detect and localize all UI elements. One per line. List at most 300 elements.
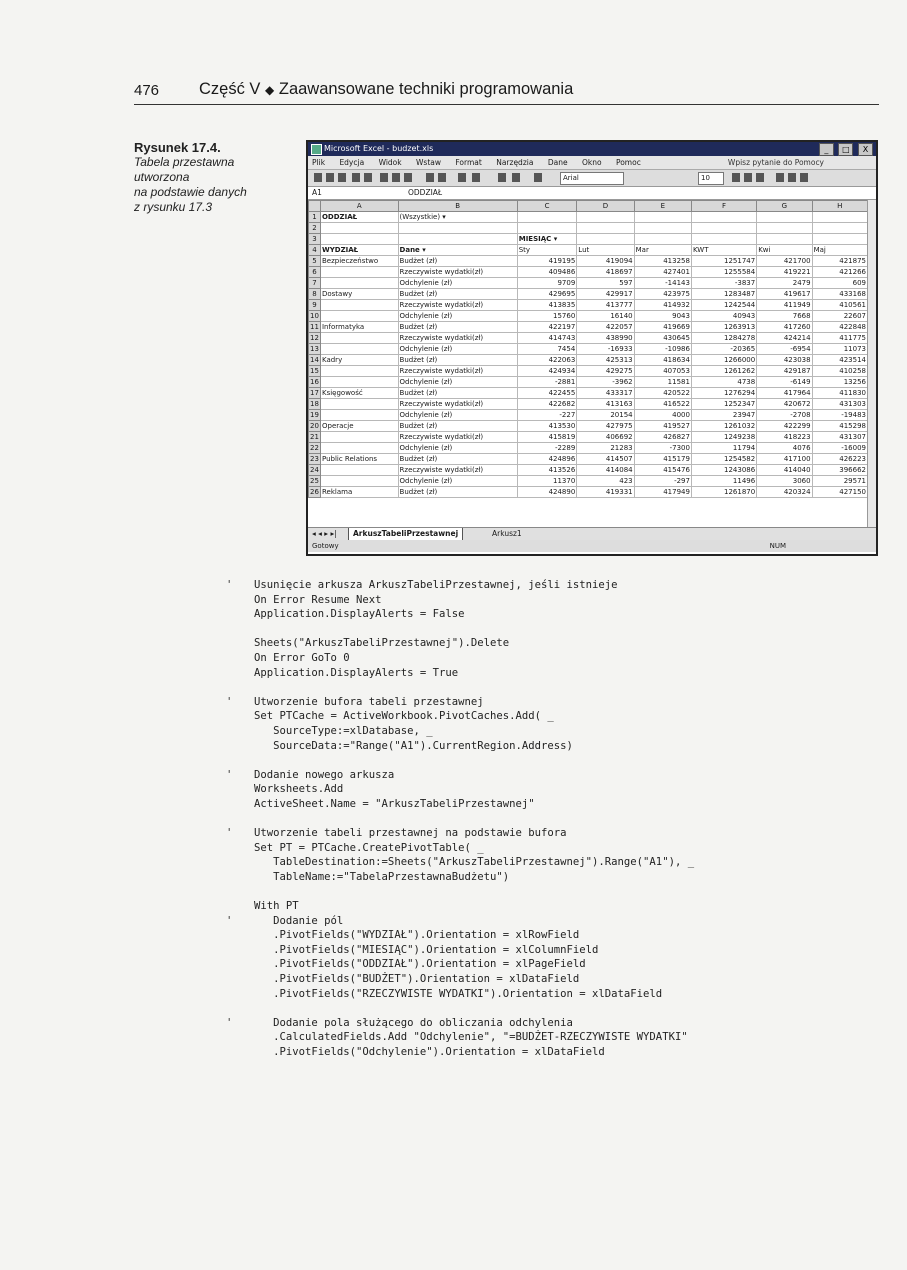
cell[interactable] xyxy=(320,300,398,311)
column-header[interactable]: B xyxy=(398,201,517,212)
cell[interactable]: 419221 xyxy=(757,267,812,278)
tab-sheet1[interactable]: Arkusz1 xyxy=(492,529,522,538)
code-text: Worksheets.Add xyxy=(254,783,344,796)
cell[interactable] xyxy=(320,234,398,245)
menu-tools[interactable]: Narzędzia xyxy=(496,158,534,167)
cell[interactable] xyxy=(757,234,812,245)
cell[interactable]: 413777 xyxy=(577,300,634,311)
column-header[interactable]: E xyxy=(634,201,691,212)
cell[interactable]: -16933 xyxy=(577,344,634,355)
cell[interactable]: Budżet (zł) xyxy=(398,454,517,465)
close-icon[interactable]: X xyxy=(858,143,873,156)
cell[interactable]: 40943 xyxy=(691,311,756,322)
cell[interactable]: Kadry xyxy=(320,355,398,366)
cell[interactable]: 429187 xyxy=(757,366,812,377)
cell[interactable]: 420324 xyxy=(757,487,812,498)
cell[interactable]: Dostawy xyxy=(320,289,398,300)
cell[interactable]: 429275 xyxy=(577,366,634,377)
row-number[interactable]: 24 xyxy=(310,465,319,474)
cell[interactable]: -2708 xyxy=(757,410,812,421)
cell[interactable]: Odchylenie (zł) xyxy=(398,443,517,454)
cell[interactable]: 415298 xyxy=(812,421,867,432)
cell[interactable]: Budżet (zł) xyxy=(398,289,517,300)
cell[interactable]: 429695 xyxy=(517,289,577,300)
cell[interactable] xyxy=(577,223,634,234)
cell[interactable]: -10986 xyxy=(634,344,691,355)
row-number[interactable]: 13 xyxy=(310,344,319,353)
row-number[interactable]: 2 xyxy=(309,223,321,234)
cell[interactable]: 411830 xyxy=(812,388,867,399)
cell[interactable]: 421875 xyxy=(812,256,867,267)
cell[interactable] xyxy=(320,377,398,388)
cell[interactable]: 23947 xyxy=(691,410,756,421)
row-number[interactable]: 8 xyxy=(309,289,321,300)
cell[interactable]: 1255584 xyxy=(691,267,756,278)
menu-file[interactable]: Plik xyxy=(312,158,326,167)
row-number[interactable]: 16 xyxy=(310,377,319,386)
cell[interactable]: 433317 xyxy=(577,388,634,399)
row-number[interactable]: 22 xyxy=(310,443,319,452)
cell[interactable]: 422455 xyxy=(517,388,577,399)
row-number[interactable]: 25 xyxy=(310,476,319,485)
cell[interactable]: 1249238 xyxy=(691,432,756,443)
cell[interactable]: 413258 xyxy=(634,256,691,267)
cell[interactable]: Mar xyxy=(634,245,691,256)
cell[interactable]: Rzeczywiste wydatki(zł) xyxy=(398,300,517,311)
column-header[interactable]: G xyxy=(757,201,812,212)
menu-format[interactable]: Format xyxy=(455,158,482,167)
print-icon[interactable] xyxy=(352,173,360,182)
cell[interactable] xyxy=(691,234,756,245)
cell[interactable]: 4738 xyxy=(691,377,756,388)
cell[interactable]: 419527 xyxy=(634,421,691,432)
row-number[interactable]: 15 xyxy=(310,366,319,375)
cell[interactable] xyxy=(320,366,398,377)
cell[interactable]: 413530 xyxy=(517,421,577,432)
menu-data[interactable]: Dane xyxy=(547,158,568,167)
cell[interactable]: 414040 xyxy=(757,465,812,476)
cell[interactable]: 438990 xyxy=(577,333,634,344)
undo-icon[interactable] xyxy=(426,173,434,182)
cell[interactable]: (Wszystkie) ▾ xyxy=(398,212,517,223)
sort-icon[interactable] xyxy=(472,173,480,182)
vertical-scrollbar[interactable] xyxy=(867,200,876,527)
cell[interactable]: 426827 xyxy=(634,432,691,443)
drawing-icon[interactable] xyxy=(512,173,520,182)
cell[interactable]: Odchylenie (zł) xyxy=(398,344,517,355)
row-number[interactable]: 18 xyxy=(310,399,319,408)
cell[interactable] xyxy=(634,212,691,223)
cell[interactable]: -3962 xyxy=(577,377,634,388)
row-number[interactable]: 26 xyxy=(310,487,319,496)
cell[interactable]: Rzeczywiste wydatki(zł) xyxy=(398,399,517,410)
menu-insert[interactable]: Wstaw xyxy=(416,158,441,167)
cell[interactable]: 424214 xyxy=(757,333,812,344)
cell[interactable]: -20365 xyxy=(691,344,756,355)
cell[interactable]: 422299 xyxy=(757,421,812,432)
table-row xyxy=(309,278,868,289)
cut-icon[interactable] xyxy=(380,173,388,182)
worksheet-grid[interactable] xyxy=(308,200,868,527)
cell[interactable]: Lut xyxy=(577,245,634,256)
cell[interactable] xyxy=(577,212,634,223)
cell[interactable] xyxy=(320,443,398,454)
cell[interactable]: Odchylenie (zł) xyxy=(398,410,517,421)
cell[interactable]: Budżet (zł) xyxy=(398,256,517,267)
cell[interactable]: 11581 xyxy=(634,377,691,388)
table-row xyxy=(309,443,868,454)
row-number[interactable]: 14 xyxy=(310,355,319,364)
row-number[interactable]: 7 xyxy=(309,278,321,289)
cell[interactable]: 418223 xyxy=(757,432,812,443)
cell[interactable] xyxy=(812,223,867,234)
cell[interactable]: 410258 xyxy=(812,366,867,377)
chart-icon[interactable] xyxy=(498,173,506,182)
table-row xyxy=(309,465,868,476)
cell[interactable]: 419617 xyxy=(757,289,812,300)
cell[interactable]: 416522 xyxy=(634,399,691,410)
code-text: Set PTCache = ActiveWorkbook.PivotCaches.Add( _ xyxy=(254,710,554,723)
cell[interactable]: 418634 xyxy=(634,355,691,366)
column-header[interactable]: C xyxy=(517,201,577,212)
cell[interactable]: Rzeczywiste wydatki(zł) xyxy=(398,465,517,476)
cell[interactable]: 424890 xyxy=(517,487,577,498)
cell[interactable]: 13256 xyxy=(812,377,867,388)
cell[interactable]: 409486 xyxy=(517,267,577,278)
cell[interactable]: Budżet (zł) xyxy=(398,487,517,498)
cell[interactable]: 29571 xyxy=(812,476,867,487)
cell[interactable]: Kwi xyxy=(757,245,812,256)
cell[interactable]: 411949 xyxy=(757,300,812,311)
row-number[interactable]: 10 xyxy=(310,311,319,320)
row-number[interactable]: 20 xyxy=(310,421,319,430)
code-text: TableName:="TabelaPrzestawnaBudżetu") xyxy=(254,870,510,883)
row-number[interactable]: 4 xyxy=(309,245,321,256)
cell[interactable]: 1261262 xyxy=(691,366,756,377)
cell[interactable]: 415476 xyxy=(634,465,691,476)
cell[interactable]: 419331 xyxy=(577,487,634,498)
cell[interactable]: 422682 xyxy=(517,399,577,410)
cell[interactable]: -6954 xyxy=(757,344,812,355)
cell[interactable] xyxy=(517,223,577,234)
cell[interactable]: 22607 xyxy=(812,311,867,322)
cell[interactable]: 20154 xyxy=(577,410,634,421)
cell[interactable]: 1251747 xyxy=(691,256,756,267)
cell[interactable]: 410561 xyxy=(812,300,867,311)
help-question-box[interactable]: Wpisz pytanie do Pomocy xyxy=(727,158,824,167)
row-number[interactable]: 6 xyxy=(309,267,321,278)
cell[interactable]: -7300 xyxy=(634,443,691,454)
cell[interactable]: 427150 xyxy=(812,487,867,498)
cell[interactable]: 609 xyxy=(812,278,867,289)
cell[interactable]: Budżet (zł) xyxy=(398,421,517,432)
select-all-corner[interactable] xyxy=(309,201,321,212)
page-header xyxy=(134,78,879,105)
cell[interactable]: 414743 xyxy=(517,333,577,344)
cell[interactable]: -227 xyxy=(517,410,577,421)
cell[interactable] xyxy=(320,410,398,421)
cell[interactable]: Odchylenie (zł) xyxy=(398,377,517,388)
row-number[interactable]: 19 xyxy=(310,410,319,419)
cell[interactable]: Odchylenie (zł) xyxy=(398,476,517,487)
cell[interactable]: -3837 xyxy=(691,278,756,289)
cell[interactable]: 421266 xyxy=(812,267,867,278)
cell[interactable]: 430645 xyxy=(634,333,691,344)
new-icon[interactable] xyxy=(314,173,322,182)
row-number[interactable]: 21 xyxy=(310,432,319,441)
cell[interactable]: 1242544 xyxy=(691,300,756,311)
font-select[interactable]: Arial xyxy=(560,172,624,185)
cell[interactable]: Budżet (zł) xyxy=(398,322,517,333)
name-box[interactable]: A1 xyxy=(312,188,322,197)
cell[interactable]: 11496 xyxy=(691,476,756,487)
cell[interactable]: 431307 xyxy=(812,432,867,443)
cell[interactable] xyxy=(398,234,517,245)
underline-icon[interactable] xyxy=(756,173,764,182)
cell[interactable]: 415179 xyxy=(634,454,691,465)
cell[interactable]: 1261870 xyxy=(691,487,756,498)
cell[interactable]: 4076 xyxy=(757,443,812,454)
table-row xyxy=(309,421,868,432)
cell[interactable] xyxy=(634,223,691,234)
align-right-icon[interactable] xyxy=(800,173,808,182)
row-number[interactable]: 11 xyxy=(310,322,319,331)
cell[interactable]: 1283487 xyxy=(691,289,756,300)
table-row xyxy=(309,344,868,355)
cell[interactable]: 427401 xyxy=(634,267,691,278)
cell[interactable]: 1284278 xyxy=(691,333,756,344)
cell[interactable] xyxy=(634,234,691,245)
cell[interactable]: Księgowość xyxy=(320,388,398,399)
cell[interactable]: 1252347 xyxy=(691,399,756,410)
cell[interactable]: 423 xyxy=(577,476,634,487)
align-center-icon[interactable] xyxy=(788,173,796,182)
cell[interactable]: 423038 xyxy=(757,355,812,366)
cell[interactable]: 414932 xyxy=(634,300,691,311)
cell[interactable]: 411775 xyxy=(812,333,867,344)
cell[interactable]: -297 xyxy=(634,476,691,487)
cell[interactable]: Maj xyxy=(812,245,867,256)
formula-input[interactable]: ODDZIAŁ xyxy=(408,188,443,197)
column-header[interactable]: F xyxy=(691,201,756,212)
cell[interactable]: 1261032 xyxy=(691,421,756,432)
row-number[interactable]: 5 xyxy=(309,256,321,267)
cell[interactable]: -2881 xyxy=(517,377,577,388)
cell[interactable]: 423514 xyxy=(812,355,867,366)
cell[interactable]: 417964 xyxy=(757,388,812,399)
cell[interactable] xyxy=(320,223,398,234)
cell[interactable]: -14143 xyxy=(634,278,691,289)
row-number[interactable]: 9 xyxy=(309,300,321,311)
cell[interactable]: 1266000 xyxy=(691,355,756,366)
help-icon[interactable] xyxy=(534,173,542,182)
code-text: Dodanie nowego arkusza xyxy=(254,768,395,781)
code-comment-line xyxy=(226,826,874,841)
cell[interactable]: 422057 xyxy=(577,322,634,333)
cell[interactable]: KWT xyxy=(691,245,756,256)
cell[interactable] xyxy=(320,344,398,355)
cell[interactable]: 413163 xyxy=(577,399,634,410)
cell[interactable]: -2289 xyxy=(517,443,577,454)
cell[interactable] xyxy=(517,212,577,223)
cell[interactable]: 597 xyxy=(577,278,634,289)
cell[interactable]: 396662 xyxy=(812,465,867,476)
table-row xyxy=(309,234,868,245)
cell[interactable]: 413526 xyxy=(517,465,577,476)
cell[interactable]: 425313 xyxy=(577,355,634,366)
open-icon[interactable] xyxy=(326,173,334,182)
cell[interactable] xyxy=(320,399,398,410)
autosum-icon[interactable] xyxy=(458,173,466,182)
cell[interactable]: 418697 xyxy=(577,267,634,278)
redo-icon[interactable] xyxy=(438,173,446,182)
save-icon[interactable] xyxy=(338,173,346,182)
cell[interactable] xyxy=(320,278,398,289)
column-header[interactable]: D xyxy=(577,201,634,212)
cell[interactable]: 429917 xyxy=(577,289,634,300)
cell[interactable]: 1276294 xyxy=(691,388,756,399)
cell[interactable]: 414084 xyxy=(577,465,634,476)
cell[interactable]: 415819 xyxy=(517,432,577,443)
cell[interactable]: Budżet (zł) xyxy=(398,388,517,399)
cell[interactable]: Reklama xyxy=(320,487,398,498)
cell[interactable]: Operacje xyxy=(320,421,398,432)
cell[interactable]: 15760 xyxy=(517,311,577,322)
cell[interactable] xyxy=(320,267,398,278)
cell[interactable]: 427975 xyxy=(577,421,634,432)
cell[interactable] xyxy=(757,212,812,223)
cell[interactable]: ODDZIAŁ xyxy=(320,212,398,223)
cell[interactable]: 417949 xyxy=(634,487,691,498)
cell[interactable]: Odchylenie (zł) xyxy=(398,311,517,322)
cell[interactable]: 419094 xyxy=(577,256,634,267)
cell[interactable]: 21283 xyxy=(577,443,634,454)
cell[interactable] xyxy=(320,476,398,487)
cell[interactable]: 422063 xyxy=(517,355,577,366)
cell[interactable]: 2479 xyxy=(757,278,812,289)
row-number[interactable]: 3 xyxy=(309,234,321,245)
cell[interactable]: -6149 xyxy=(757,377,812,388)
cell[interactable]: Rzeczywiste wydatki(zł) xyxy=(398,432,517,443)
cell[interactable] xyxy=(691,223,756,234)
sheet-nav-arrows[interactable]: ◂ ◂ ▸ ▸| xyxy=(312,529,337,538)
cell[interactable]: 420522 xyxy=(634,388,691,399)
cell[interactable]: 9709 xyxy=(517,278,577,289)
cell[interactable]: Budżet (zł) xyxy=(398,355,517,366)
cell[interactable]: Rzeczywiste wydatki(zł) xyxy=(398,333,517,344)
cell[interactable]: 419195 xyxy=(517,256,577,267)
cell[interactable]: 1263913 xyxy=(691,322,756,333)
cell[interactable]: 4000 xyxy=(634,410,691,421)
cell[interactable]: Sty xyxy=(517,245,577,256)
row-number[interactable]: 17 xyxy=(310,388,319,397)
figure-caption xyxy=(134,140,294,215)
cell[interactable] xyxy=(320,311,398,322)
cell[interactable]: Rzeczywiste wydatki(zł) xyxy=(398,267,517,278)
cell[interactable]: 1243086 xyxy=(691,465,756,476)
row-number[interactable]: 1 xyxy=(309,212,321,223)
excel-window-title: Microsoft Excel - budzet.xls xyxy=(324,144,434,153)
font-size-select[interactable]: 10 xyxy=(698,172,724,185)
column-header[interactable]: A xyxy=(320,201,398,212)
cell[interactable]: 406692 xyxy=(577,432,634,443)
tab-pivot-sheet[interactable]: ArkuszTabeliPrzestawnej xyxy=(348,528,463,541)
cell[interactable]: 9043 xyxy=(634,311,691,322)
column-header[interactable]: H xyxy=(812,201,867,212)
cell[interactable]: 420672 xyxy=(757,399,812,410)
paste-icon[interactable] xyxy=(404,173,412,182)
cell[interactable]: 431303 xyxy=(812,399,867,410)
cell[interactable] xyxy=(320,432,398,443)
menu-window[interactable]: Okno xyxy=(581,158,602,167)
cell[interactable]: 433168 xyxy=(812,289,867,300)
cell[interactable] xyxy=(812,234,867,245)
cell[interactable]: 421700 xyxy=(757,256,812,267)
cell[interactable]: 419669 xyxy=(634,322,691,333)
cell[interactable]: 7668 xyxy=(757,311,812,322)
cell[interactable]: 422848 xyxy=(812,322,867,333)
cell[interactable]: 422197 xyxy=(517,322,577,333)
cell[interactable]: 7454 xyxy=(517,344,577,355)
align-left-icon[interactable] xyxy=(776,173,784,182)
cell[interactable]: 11370 xyxy=(517,476,577,487)
cell[interactable] xyxy=(398,223,517,234)
cell[interactable]: 11794 xyxy=(691,443,756,454)
row-number[interactable]: 12 xyxy=(310,333,319,342)
cell[interactable] xyxy=(691,212,756,223)
cell[interactable] xyxy=(577,234,634,245)
cell[interactable]: 11073 xyxy=(812,344,867,355)
preview-icon[interactable] xyxy=(364,173,372,182)
cell[interactable]: 3060 xyxy=(757,476,812,487)
cell[interactable]: 417260 xyxy=(757,322,812,333)
cell[interactable]: 426223 xyxy=(812,454,867,465)
menu-edit[interactable]: Edycja xyxy=(339,158,365,167)
cell[interactable]: Odchylenie (zł) xyxy=(398,278,517,289)
minimize-icon[interactable]: _ xyxy=(819,143,834,156)
italic-icon[interactable] xyxy=(744,173,752,182)
menu-view[interactable]: Widok xyxy=(378,158,402,167)
cell[interactable]: 417100 xyxy=(757,454,812,465)
cell[interactable]: -16009 xyxy=(812,443,867,454)
cell[interactable]: 413835 xyxy=(517,300,577,311)
cell[interactable] xyxy=(320,465,398,476)
cell[interactable]: Bezpieczeństwo xyxy=(320,256,398,267)
cell[interactable]: MIESIĄC ▾ xyxy=(517,234,577,245)
cell[interactable]: 414507 xyxy=(577,454,634,465)
cell[interactable] xyxy=(757,223,812,234)
cell[interactable]: Rzeczywiste wydatki(zł) xyxy=(398,366,517,377)
cell[interactable]: 407053 xyxy=(634,366,691,377)
cell[interactable]: 16140 xyxy=(577,311,634,322)
cell[interactable]: Dane ▾ xyxy=(398,245,517,256)
cell[interactable] xyxy=(812,212,867,223)
cell[interactable]: Public Relations xyxy=(320,454,398,465)
cell[interactable] xyxy=(320,333,398,344)
cell[interactable]: 1254582 xyxy=(691,454,756,465)
cell[interactable]: -19483 xyxy=(812,410,867,421)
copy-icon[interactable] xyxy=(392,173,400,182)
maximize-icon[interactable]: □ xyxy=(838,143,853,156)
row-number[interactable]: 23 xyxy=(310,454,319,463)
cell[interactable]: Informatyka xyxy=(320,322,398,333)
cell[interactable]: 424934 xyxy=(517,366,577,377)
cell[interactable]: 423975 xyxy=(634,289,691,300)
bold-icon[interactable] xyxy=(732,173,740,182)
cell[interactable]: WYDZIAŁ xyxy=(320,245,398,256)
cell[interactable]: 424896 xyxy=(517,454,577,465)
menu-help[interactable]: Pomoc xyxy=(615,158,641,167)
